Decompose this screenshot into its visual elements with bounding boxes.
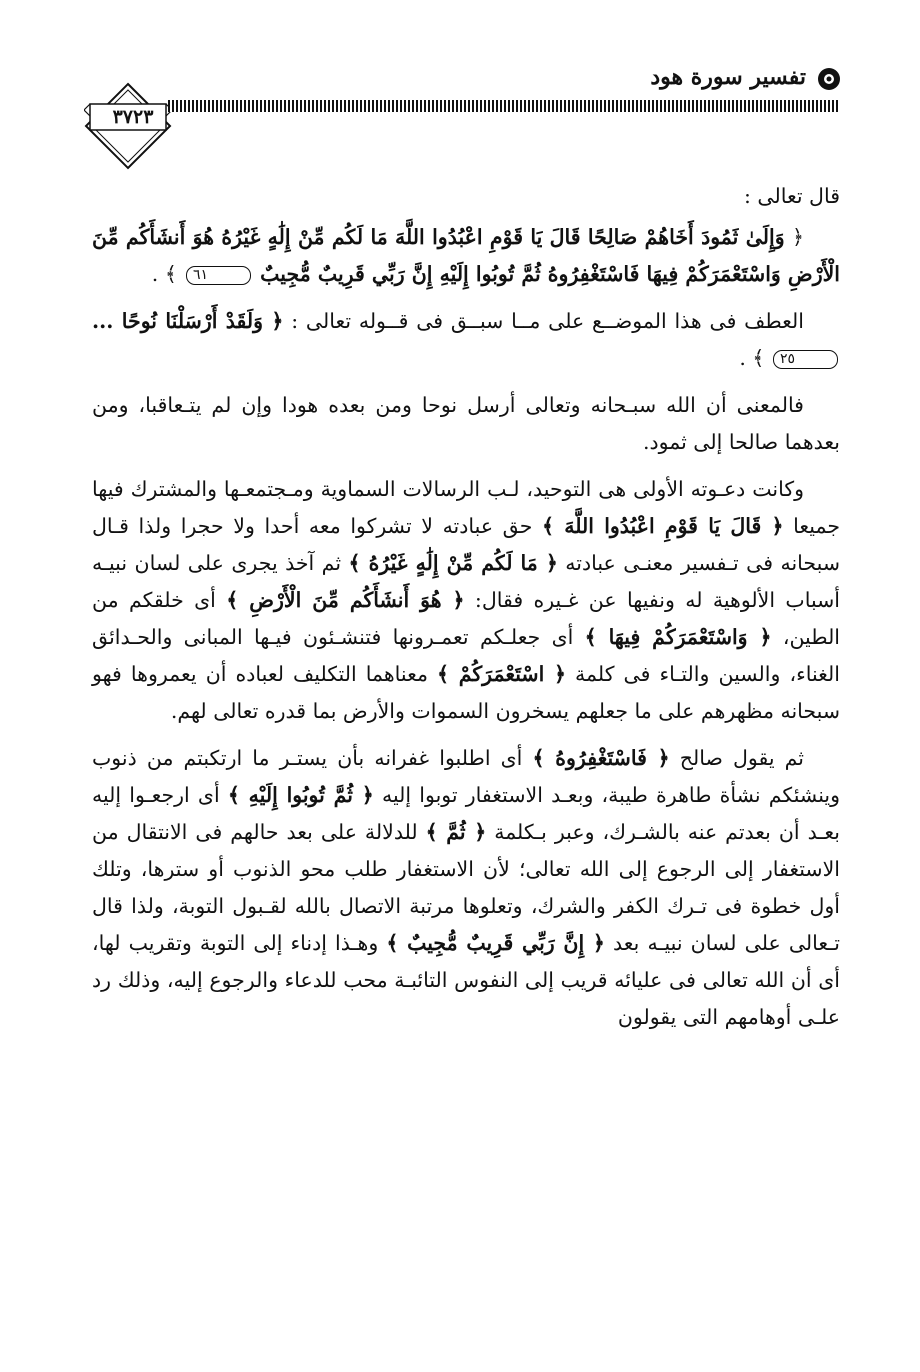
paragraph-text: وكانت دعـوته الأولى هى التوحيد، لـب الرسالات السماوية ومـجتمعـها والمشترك فيها جميعا [92,477,840,538]
running-title: تفسير سورة هود [650,64,806,90]
page-body [92,178,840,1046]
quote: ﴿ اسْتَعْمَرَكُمْ ﴾ [437,662,566,686]
page-header [78,60,848,170]
quote: ﴿ وَلَقَدْ أَرْسَلْنَا نُوحًا ... [92,309,284,333]
paragraph-text: أى ارجعـوا إليه بعـد أن بعدتم عنه بالشـرك، وعبر بـكلمة [92,783,840,844]
bracket-open: ﴿ [791,225,804,249]
page-number-badge [84,82,172,170]
quote: ﴿ ثُمَّ ﴾ [425,820,487,844]
paragraph-text: ثم يقول صالح [669,746,804,770]
paragraph-text: أى خلقكم من الطين، [92,588,841,649]
quran-verse-block [92,219,840,293]
quote: ﴿ ثُمَّ تُوبُوا إِلَيْهِ ﴾ [227,783,374,807]
paragraph-2: فالمعنى أن الله سبـحانه وتعالى أرسل نوحا ومن بعده هودا وإن لم يتـعاقبا، ومن بعدهما صالحا إلى ثمود. [92,393,840,454]
intro-line: قال تعالى : [743,184,840,208]
paragraph-text: العطف فى هذا الموضــع على مــا سبــق فى قــوله تعالى : [283,309,805,333]
paragraph-text: معناهما التكليف لعباده أن يعمروها فهو سبحانه مظهرهم على ما جعلهم يسخرون السموات والأرض بما قدره تعالى لهم. [92,662,840,723]
flower-ornament-icon [816,66,842,92]
ayah-number: ٢٥ [773,350,838,369]
quote: ﴿ وَاسْتَعْمَرَكُمْ فِيهَا ﴾ [584,625,772,649]
bracket-close: ﴾ . [151,262,177,286]
quote: ﴿ فَاسْتَغْفِرُوهُ ﴾ [532,746,670,770]
paragraph-text: حق عبادته لا تشركوا معه أحدا ولا حجرا ولذا قـال سبحانه فى تـفسير معنـى عبادته [92,514,841,575]
ayah-number: ٦١ [186,266,251,285]
quote: ﴿ قَالَ يَا قَوْمِ اعْبُدُوا اللَّهَ ﴾ [542,514,784,538]
paragraph-text: للدلالة على بعد حالهم فى الانتقال من الاستغفار إلى الرجوع إلى الله تعالى؛ لأن الاستغفار طلب محو الذنوب أو سترها، وتلك أول خطوة فى تـرك الكفر والشرك، وتعلوها مرتبة الاتصال بالله لقـبول التوبة، ولذا قال تـعالى على لسان نبيـه بعد [92,820,840,955]
paragraph-text: وهـذا إدناء إلى التوبة وتقريب لها، أى أن الله تعالى فى عليائه قريب إلى النفوس التائبـة محب للدعاء والرجوع إليه، وذلك رد علـى أوهامهم التى يقولون [92,931,840,1029]
quote: ﴿ إِنَّ رَبِّي قَرِيبٌ مُّجِيبٌ ﴾ [386,931,605,955]
paragraph-4 [92,740,840,1036]
quote: ﴿ هُوَ أَنشَأَكُم مِّنَ الْأَرْضِ ﴾ [226,588,465,612]
paragraph-1 [92,303,840,377]
paragraph-text: أى جعلـكم تعمـرونها فتنشـئون فيـها المبانى والحـدائق الغناء، والسين والتـاء فى كلمة [92,625,840,686]
bracket-close: ﴾ . [739,346,765,370]
page-number: ٣٧٢٣ [112,106,154,128]
paragraph-text: أى اطلبوا غفرانه بأن يستـر ما ارتكبتم من ذنوب وينشئكم نشأة طاهرة طيبة، وبعـد الاستغفار توبوا إليه [92,746,841,807]
paragraph-3 [92,471,840,730]
quote: ﴿ مَا لَكُم مِّنْ إِلَٰهٍ غَيْرُهُ ﴾ [348,551,558,575]
verse-text: وَإِلَىٰ ثَمُودَ أَخَاهُمْ صَالِحًا قَالَ يَا قَوْمِ اعْبُدُوا اللَّهَ مَا لَكُم مِّنْ إِلَٰهٍ غَيْرُهُ هُوَ أَنشَأَكُم مِّنَ الْأَرْضِ وَاسْتَعْمَرَكُمْ فِيهَا فَاسْتَغْفِرُوهُ ثُمَّ تُوبُوا إِلَيْهِ إِنَّ رَبِّي قَرِيبٌ مُّجِيبٌ [92,225,840,286]
paragraph-text: ثم آخذ يجرى على لسان نبيـه أسباب الألوهية له ونفيها عن غـيره فقال: [92,551,841,612]
header-rule [168,100,840,112]
